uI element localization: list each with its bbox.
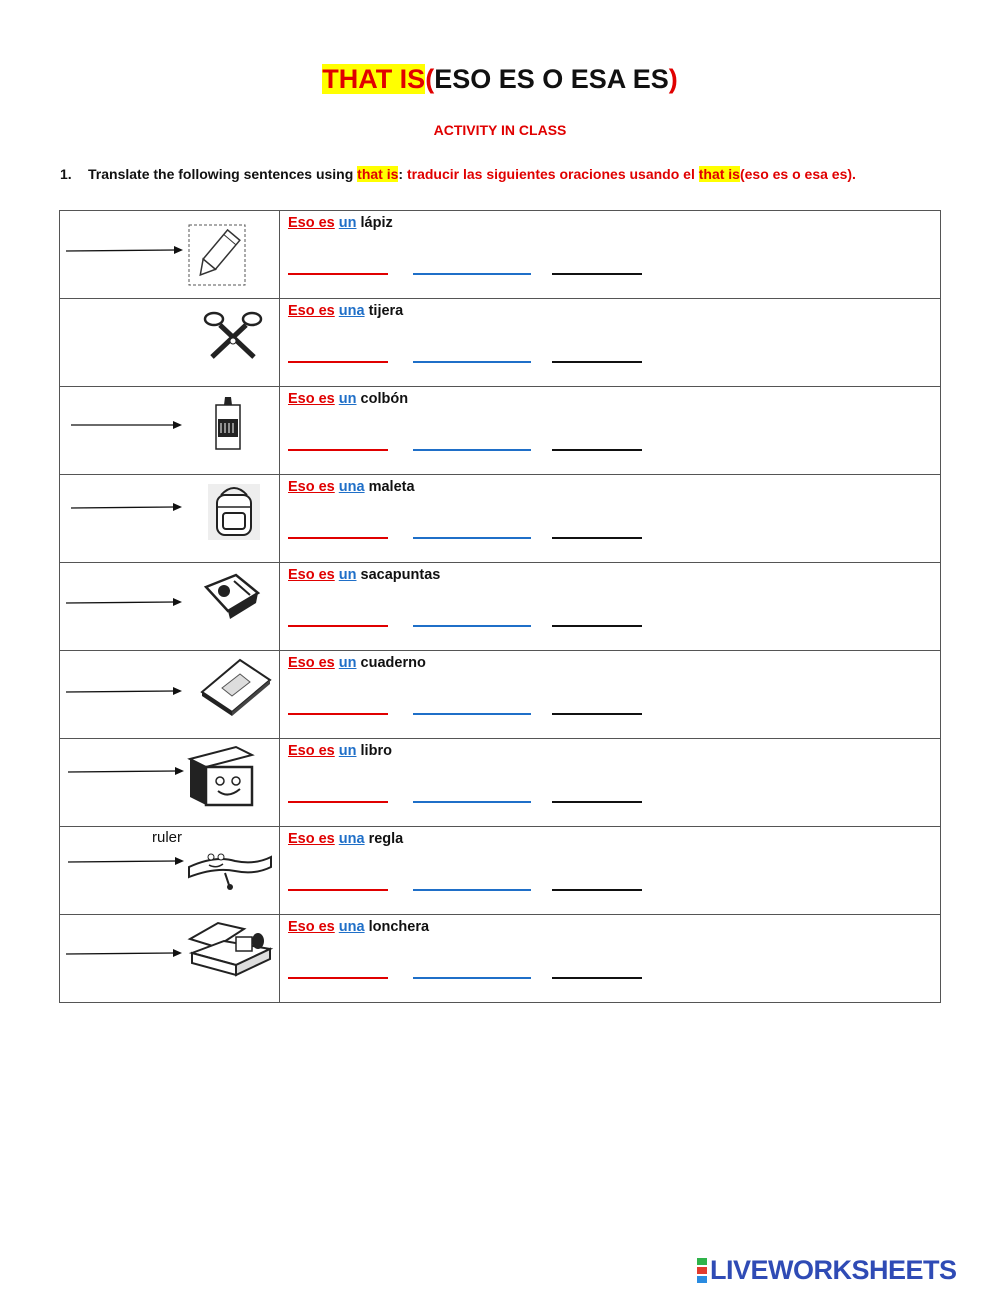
answer-blank-red[interactable] <box>288 801 388 803</box>
answer-blank-blue[interactable] <box>413 449 531 451</box>
sentence <box>288 655 426 671</box>
answer-blank-black[interactable] <box>552 801 642 803</box>
table-row <box>60 211 941 299</box>
instruction-colon: : <box>398 166 404 182</box>
answer-blank-black[interactable] <box>552 361 642 363</box>
sentence-article: un <box>338 655 357 671</box>
sentence-cell <box>280 475 941 563</box>
answer-blank-blue[interactable] <box>413 361 531 363</box>
image-cell <box>60 563 280 651</box>
sentence-noun: tijera <box>368 303 404 319</box>
table-row <box>60 651 941 739</box>
title-open-paren: ( <box>425 64 435 94</box>
table-row <box>60 387 941 475</box>
image-cell <box>60 915 280 1003</box>
image-cell <box>60 739 280 827</box>
answer-blank-red[interactable] <box>288 889 388 891</box>
sentence-part-eso-es: Eso es <box>288 479 335 495</box>
sentence-article: un <box>338 743 357 759</box>
instruction-highlight-1: that is <box>357 166 399 182</box>
glue-icon <box>210 395 246 453</box>
image-cell <box>60 211 280 299</box>
subtitle: ACTIVITY IN CLASS <box>433 122 567 138</box>
sharpener-icon <box>200 571 264 621</box>
sentence-part-eso-es: Eso es <box>288 831 335 847</box>
arrow-icon <box>67 764 187 778</box>
sentence <box>288 919 429 935</box>
answer-blank-red[interactable] <box>288 713 388 715</box>
image-cell <box>60 299 280 387</box>
sentence-article: una <box>338 303 365 319</box>
ruler-icon <box>185 843 275 893</box>
table-row <box>60 915 941 1003</box>
sentence <box>288 743 392 759</box>
logo-text: LIVEWORKSHEETS <box>710 1254 957 1285</box>
arrow-icon <box>65 595 185 609</box>
sentence-noun: maleta <box>368 479 415 495</box>
sentence-part-eso-es: Eso es <box>288 391 335 407</box>
image-cell <box>60 651 280 739</box>
worksheet-table <box>59 210 941 1003</box>
title-middle: ESO ES O ESA ES <box>434 64 669 94</box>
instruction-highlight-2: that is <box>698 166 740 182</box>
table-row <box>60 563 941 651</box>
sentence-noun: libro <box>360 743 392 759</box>
answer-blank-blue[interactable] <box>413 801 531 803</box>
image-cell <box>60 827 280 915</box>
liveworksheets-logo <box>697 1255 957 1285</box>
answer-blank-blue[interactable] <box>413 625 531 627</box>
instruction <box>60 166 990 182</box>
answer-blank-red[interactable] <box>288 977 388 979</box>
book-icon <box>186 743 266 809</box>
answer-blank-black[interactable] <box>552 625 642 627</box>
sentence-noun: lonchera <box>368 919 430 935</box>
sentence-cell <box>280 915 941 1003</box>
sentence <box>288 479 415 495</box>
sentence <box>288 215 393 231</box>
sentence-cell <box>280 827 941 915</box>
notebook-icon <box>198 654 274 716</box>
image-cell <box>60 387 280 475</box>
scissors-icon <box>200 307 270 363</box>
sentence-cell <box>280 387 941 475</box>
ruler-label: ruler <box>152 829 183 846</box>
answer-blank-red[interactable] <box>288 537 388 539</box>
instruction-part1: Translate the following sentences using <box>88 166 358 182</box>
lunchbox-icon <box>184 919 276 979</box>
answer-blank-black[interactable] <box>552 449 642 451</box>
sentence-article: una <box>338 479 365 495</box>
table-row <box>60 475 941 563</box>
sentence-part-eso-es: Eso es <box>288 743 335 759</box>
answer-blank-black[interactable] <box>552 713 642 715</box>
backpack-icon <box>205 481 263 543</box>
answer-blank-black[interactable] <box>552 273 642 275</box>
image-cell <box>60 475 280 563</box>
sentence-article: un <box>338 391 357 407</box>
answer-blank-black[interactable] <box>552 889 642 891</box>
sentence-cell <box>280 739 941 827</box>
sentence <box>288 831 403 847</box>
answer-blank-red[interactable] <box>288 449 388 451</box>
answer-blank-black[interactable] <box>552 537 642 539</box>
answer-blank-red[interactable] <box>288 273 388 275</box>
sentence-article: un <box>338 215 357 231</box>
arrow-icon <box>67 854 187 868</box>
pencil-icon <box>187 223 247 287</box>
instruction-part2: traducir las siguientes oraciones usando el <box>403 166 699 182</box>
sentence-part-eso-es: Eso es <box>288 655 335 671</box>
answer-blank-red[interactable] <box>288 625 388 627</box>
answer-blank-red[interactable] <box>288 361 388 363</box>
sentence-noun: colbón <box>360 391 409 407</box>
sentence-part-eso-es: Eso es <box>288 567 335 583</box>
sentence-cell <box>280 563 941 651</box>
logo-mark-icon <box>697 1257 707 1284</box>
arrow-icon <box>65 684 185 698</box>
answer-blank-black[interactable] <box>552 977 642 979</box>
title-highlight: THAT IS <box>322 64 426 94</box>
answer-blank-blue[interactable] <box>413 977 531 979</box>
arrow-icon <box>70 500 185 514</box>
sentence-noun: lápiz <box>360 215 393 231</box>
sentence-article: una <box>338 919 365 935</box>
table-row <box>60 299 941 387</box>
answer-blank-blue[interactable] <box>413 537 531 539</box>
sentence-part-eso-es: Eso es <box>288 919 335 935</box>
sentence-noun: regla <box>368 831 404 847</box>
sentence-article: una <box>338 831 365 847</box>
sentence <box>288 391 408 407</box>
answer-blank-blue[interactable] <box>413 713 531 715</box>
table-row <box>60 827 941 915</box>
sentence-noun: cuaderno <box>360 655 426 671</box>
answer-blank-blue[interactable] <box>413 273 531 275</box>
title-close-paren: ) <box>668 64 678 94</box>
sentence-cell <box>280 651 941 739</box>
instruction-number: 1. <box>60 166 72 182</box>
page-title <box>0 62 1000 96</box>
sentence-article: un <box>338 567 357 583</box>
sentence-part-eso-es: Eso es <box>288 303 335 319</box>
arrow-icon <box>70 418 185 432</box>
arrow-icon <box>65 946 185 960</box>
answer-blank-blue[interactable] <box>413 889 531 891</box>
sentence-cell <box>280 211 941 299</box>
sentence-cell <box>280 299 941 387</box>
table-row <box>60 739 941 827</box>
sentence-part-eso-es: Eso es <box>288 215 335 231</box>
sentence-noun: sacapuntas <box>360 567 441 583</box>
arrow-icon <box>65 244 185 258</box>
sentence <box>288 567 440 583</box>
instruction-part3: (eso es o esa es). <box>739 166 856 182</box>
sentence <box>288 303 403 319</box>
